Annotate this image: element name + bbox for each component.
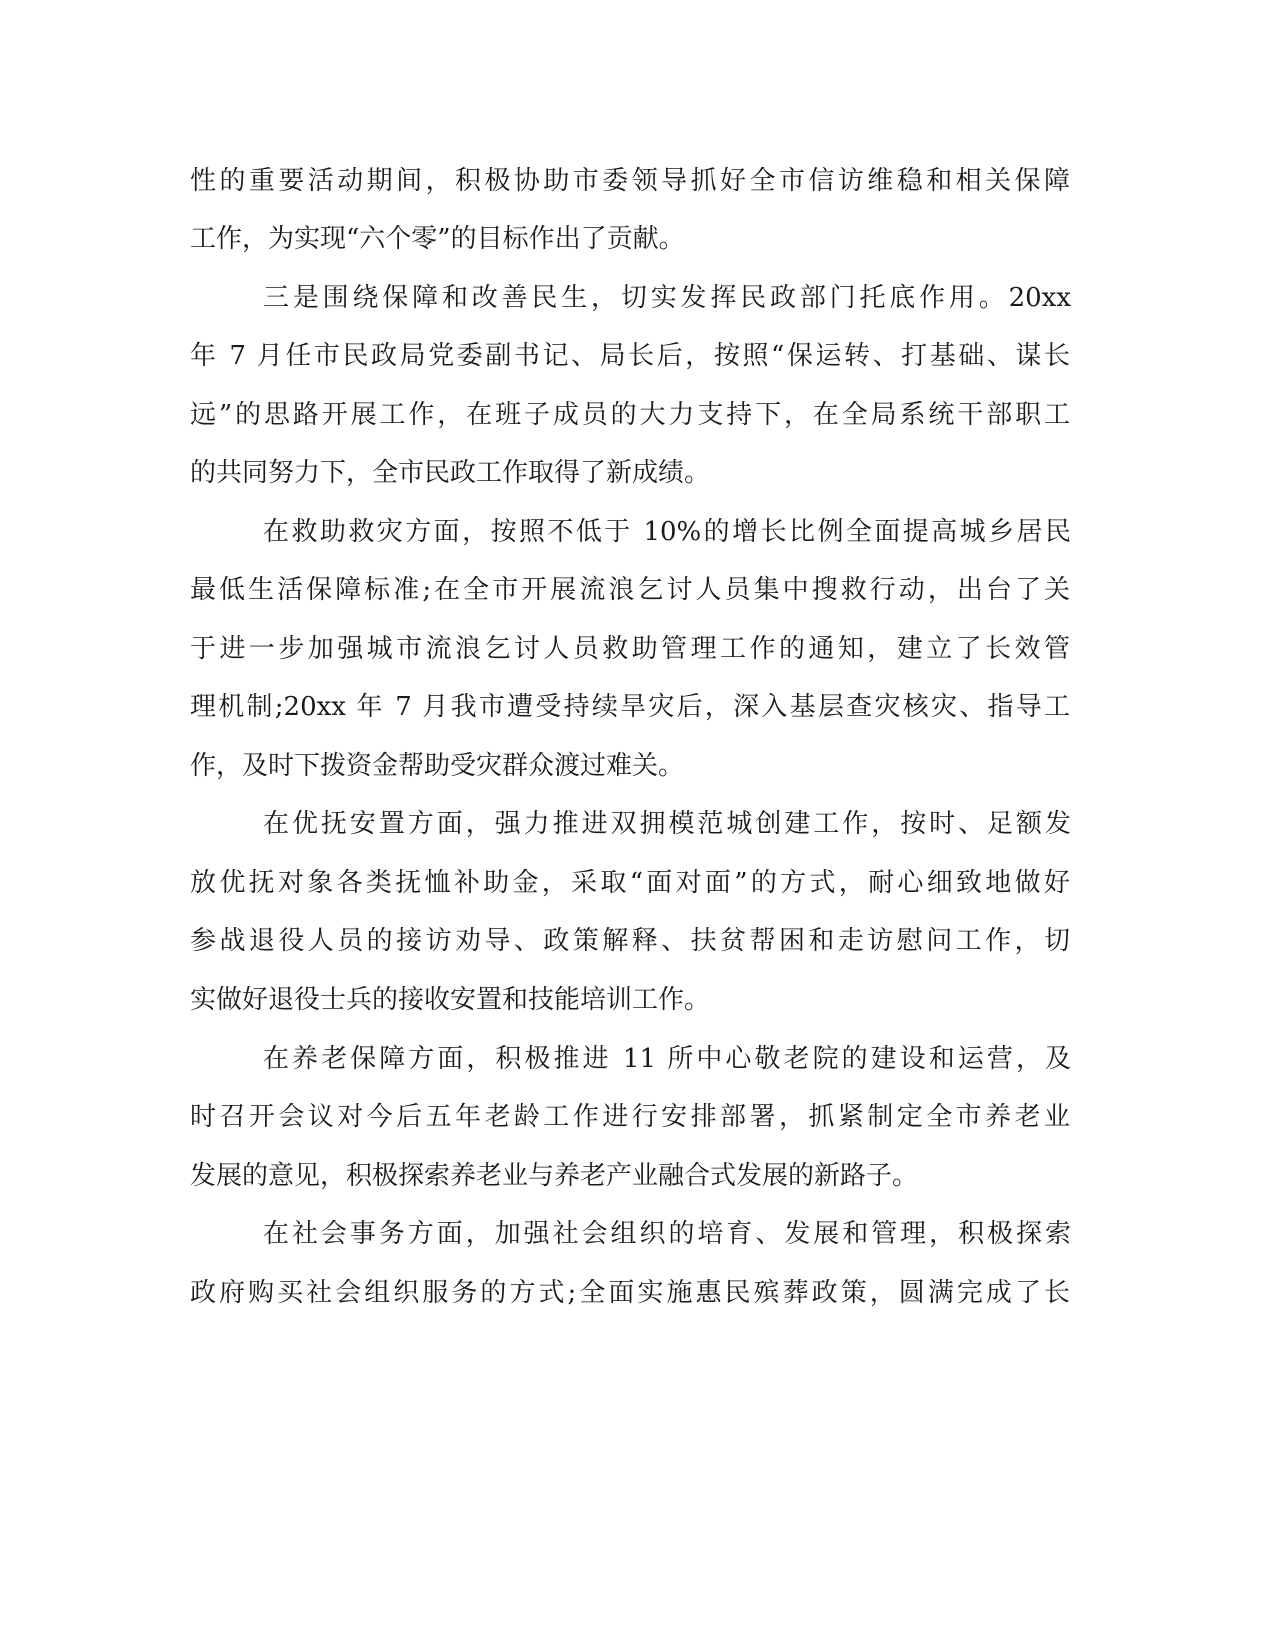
text-line: 政府购买社会组织服务的方式;全面实施惠民殡葬政策，圆满完成了长 [190, 1278, 1070, 1308]
text-line: 实做好退役士兵的接收安置和技能培训工作。 [190, 985, 711, 1015]
paragraph-first-line: 三是围绕保障和改善民生，切实发挥民政部门托底作用。20xx [263, 283, 1071, 313]
paragraph-first-line: 在养老保障方面，积极推进 11 所中心敬老院的建设和运营，及 [263, 1044, 1071, 1074]
text-line: 理机制;20xx 年 7 月我市遭受持续旱灾后，深入基层查灾核灾、指导工 [190, 692, 1070, 722]
text-line: 年 7 月任市民政局党委副书记、局长后，按照“保运转、打基础、谋长 [190, 341, 1070, 371]
text-line: 发展的意见，积极探索养老业与养老产业融合式发展的新路子。 [190, 1161, 919, 1191]
text-line: 参战退役人员的接访劝导、政策解释、扶贫帮困和走访慰问工作，切 [190, 926, 1070, 956]
text-line: 最低生活保障标准;在全市开展流浪乞讨人员集中搜救行动，出台了关 [190, 575, 1070, 605]
paragraph-first-line: 在优抚安置方面，强力推进双拥模范城创建工作，按时、足额发 [263, 809, 1071, 839]
paragraph-first-line: 在救助救灾方面，按照不低于 10%的增长比例全面提高城乡居民 [263, 517, 1071, 547]
text-line: 远”的思路开展工作，在班子成员的大力支持下，在全局系统干部职工 [190, 400, 1070, 430]
text-line: 作，及时下拨资金帮助受灾群众渡过难关。 [190, 751, 685, 781]
text-line: 性的重要活动期间，积极协助市委领导抓好全市信访维稳和相关保障 [190, 166, 1070, 196]
paragraph-first-line: 在社会事务方面，加强社会组织的培育、发展和管理，积极探索 [263, 1219, 1071, 1249]
text-line: 于进一步加强城市流浪乞讨人员救助管理工作的通知，建立了长效管 [190, 634, 1070, 664]
text-line: 的共同努力下，全市民政工作取得了新成绩。 [190, 458, 711, 488]
text-line: 时召开会议对今后五年老龄工作进行安排部署，抓紧制定全市养老业 [190, 1102, 1070, 1132]
text-line: 工作，为实现“六个零”的目标作出了贡献。 [190, 224, 685, 254]
text-line: 放优抚对象各类抚恤补助金，采取“面对面”的方式，耐心细致地做好 [190, 868, 1070, 898]
